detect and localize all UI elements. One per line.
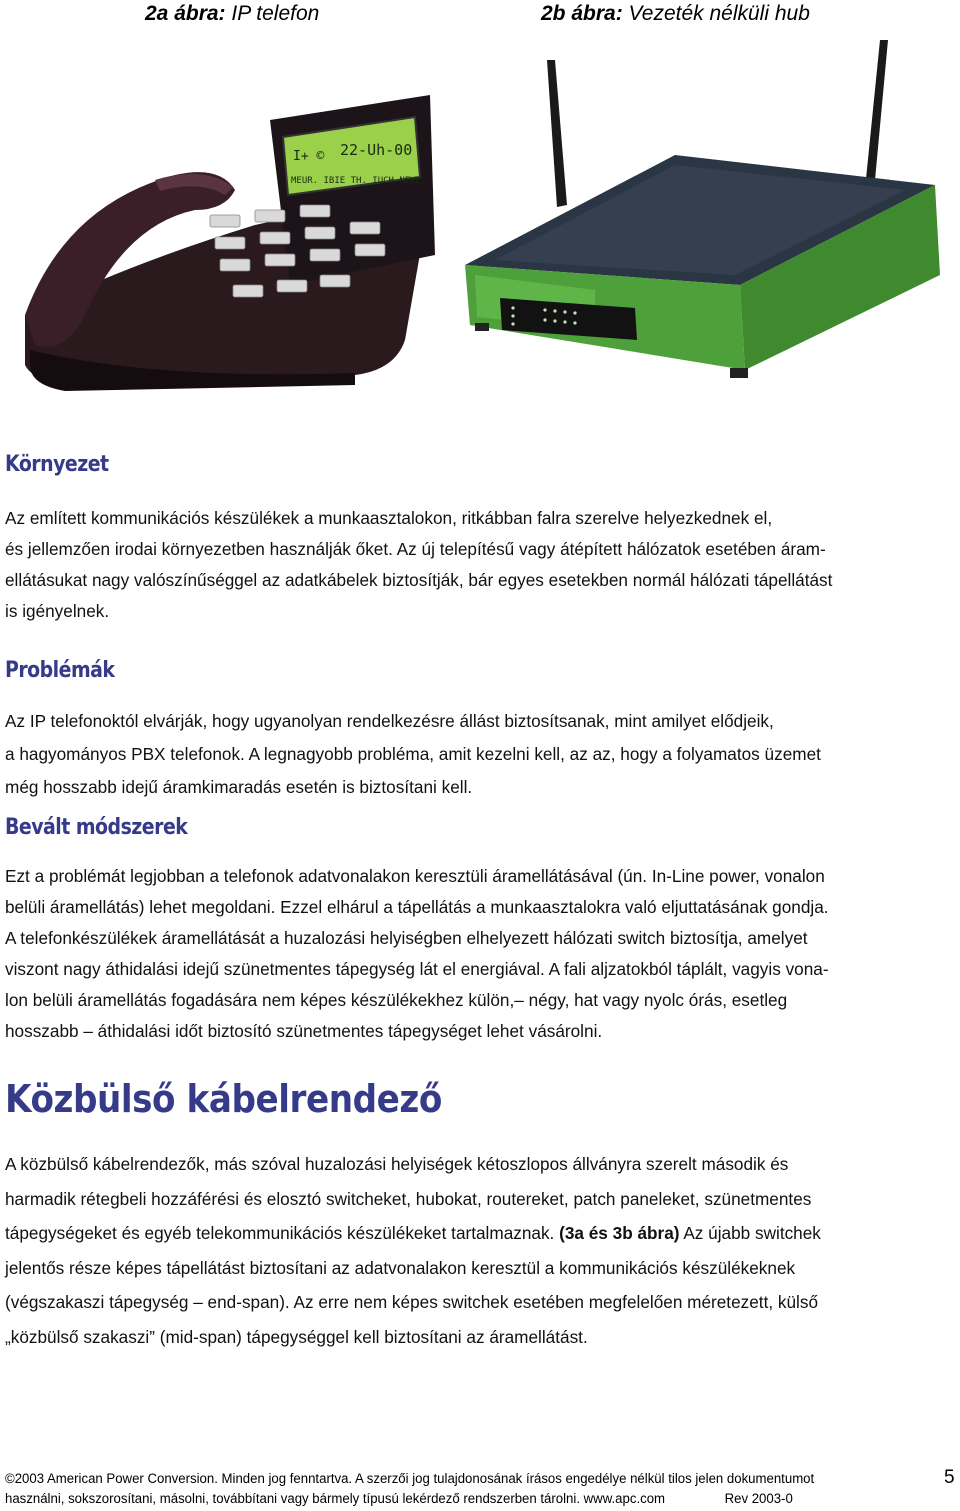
text-line: Ezt a problémát legjobban a telefonok adatvonalakon keresztüli áramellátásával (ún. In-Line power, vonalon [5,866,825,886]
text-line: jelentős része képes tápellátást biztosítani az adatvonalakon keresztül a kommunikációs készülékeknek [5,1257,796,1278]
text-line [5,1216,957,1251]
text-line: lon belüli áramellátás fogadására nem képes készülékekhez külön,– négy, hat vagy nyolc órás, esetleg [5,990,788,1010]
page-section-title: Közbülső kábelrendező [5,1077,442,1121]
footer-rights-text: használni, sokszorosítani, másolni, továbbítani vagy bármely típusú lekérdező rendszerben tárolni. www.apc.com [5,1491,666,1507]
footer [5,1469,893,1509]
text-line: még hosszabb idejű áramkimaradás esetén is biztosítani kell. [5,777,473,797]
text-line: (végszakaszi tápegység – end-span). Az erre nem képes switchek esetében megfelelően méretezett, külső [5,1292,819,1312]
page-number: 5 [944,1467,955,1488]
ip-phone-image [5,95,445,395]
text-line: viszont nagy áthidalási idejű szünetmentes tápegység lát el energiával. A fali aljzatokból táplált, vagyis vona- [5,959,829,979]
text-line: harmadik rétegbeli hozzáférési és elosztó switcheket, hubokat, routereket, patch paneleket, szünetmentes [5,1188,812,1209]
paragraph-best-practices [5,861,957,1047]
figure-caption-2a: 2a ábra: IP telefon [145,2,320,25]
text-line: és jellemzően irodai környezetben használják őket. Az új telepítésű vagy átépített hálózatok esetében áram- [5,539,826,559]
footer-revision: Rev 2003-0 [724,1491,793,1507]
text-line-part: Az újabb switchek [679,1223,821,1243]
phone-display-line1-left: I+ © [293,149,325,164]
text-line: Az IP telefonoktól elvárják, hogy ugyanolyan rendelkezésre állást biztosítsanak, mint amilyet elődjeik, [5,711,774,731]
text-line-part: tápegységeket és egyéb telekommunikációs készülékeket tartalmaznak. [5,1223,560,1243]
text-line: a hagyományos PBX telefonok. A legnagyobb probléma, amit kezelni kell, az az, hogy a folyamatos üzemet [5,744,821,764]
text-line: ellátásukat nagy valószínűséggel az adatkábelek biztosítják, bár egyes esetekben normál hálózati tápellátást [5,570,833,590]
text-line: hosszabb – áthidalási időt biztosító szünetmentes tápegységet lehet vásárolni. [5,1021,603,1041]
figure-reference: (3a és 3b ábra) [559,1223,680,1243]
section-heading-best-practices: Bevált módszerek [5,815,188,840]
text-line: A közbülső kábelrendezők, más szóval huzalozási helyiségek kétoszlopos állványra szerelt második és [5,1154,789,1174]
footer-rights [5,1489,893,1509]
paragraph-intermediate-closet [5,1147,957,1354]
paragraph-problems [5,705,957,804]
text-line: Az említett kommunikációs készülékek a munkaasztalokon, ritkábban falra szerelve helyezkednek el, [5,508,773,528]
wireless-hub-image [455,40,960,385]
footer-copyright: ©2003 American Power Conversion. Minden jog fenntartva. A szerzői jog tulajdonosának írásos engedélye nélkül tilos jelen dokumentumot [5,1471,815,1487]
section-heading-problems: Problémák [5,658,115,683]
phone-display-line2: MEUR. IBIE TH. IUCH NEWE [291,176,422,186]
text-line: belüli áramellátás) lehet megoldani. Ezzel elhárul a tápellátás a munkaasztalokra való eljuttatásának gondja. [5,897,829,917]
paragraph-environment [5,503,957,627]
section-heading-environment: Környezet [5,452,109,477]
phone-display-line1-right: 22-Uh-00 [340,141,413,159]
text-line: „közbülső szakaszi” (mid-span) tápegységgel kell biztosítani az áramellátást. [5,1326,588,1347]
text-line: is igényelnek. [5,601,110,621]
text-line: A telefonkészülékek áramellátását a huzalozási helyiségben elhelyezett hálózati switch biztosítja, amelyet [5,928,808,948]
figure-caption-2b: 2b ábra: Vezeték nélküli hub [541,2,810,25]
